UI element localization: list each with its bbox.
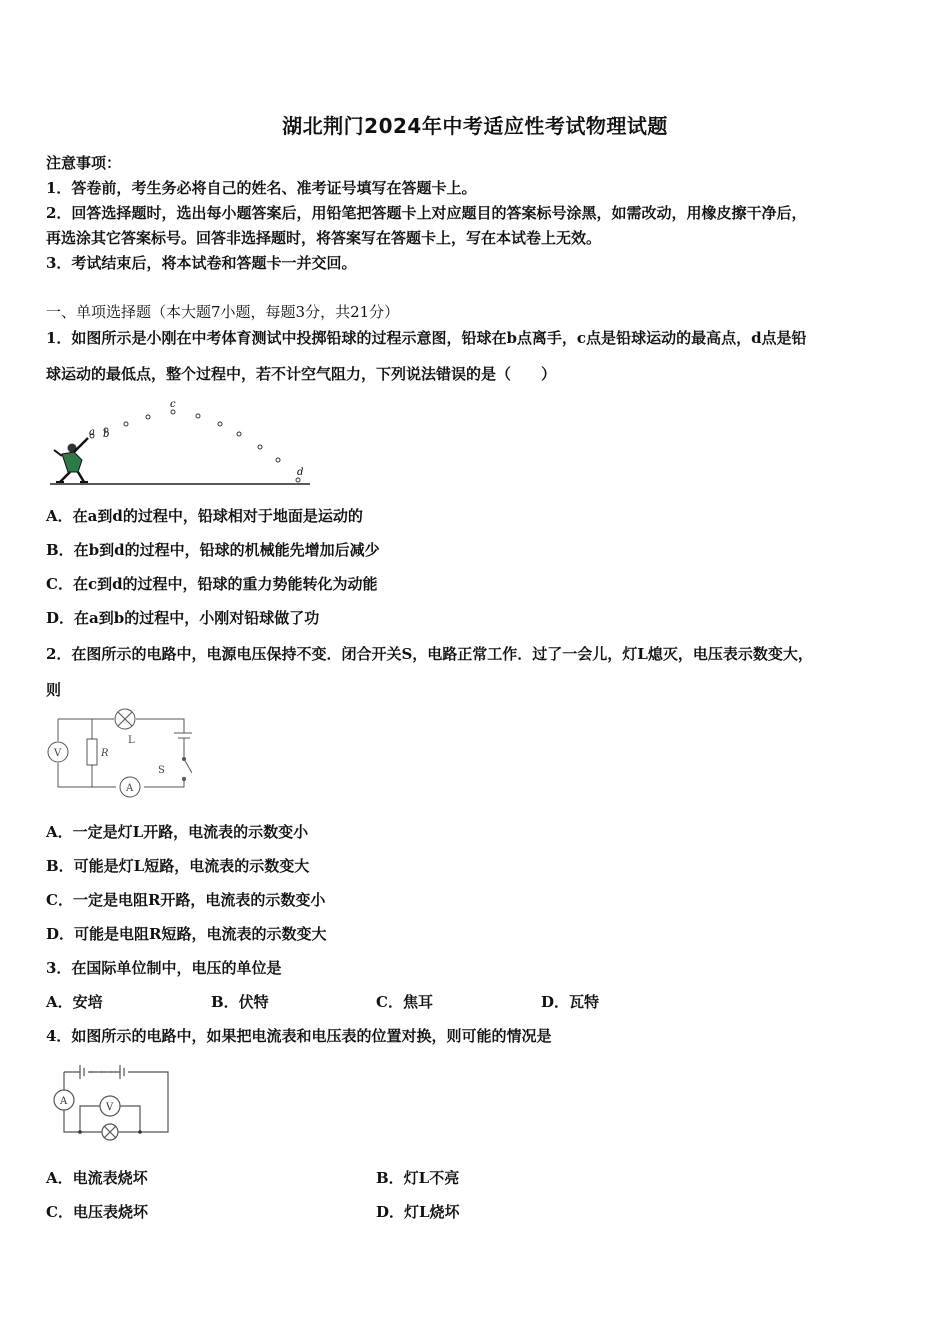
circuit-figure-q2	[44, 707, 192, 799]
option-a: A．在a到d的过程中，铅球相对于地面是运动的	[46, 507, 363, 525]
point-label-d: d	[297, 467, 304, 478]
notice-heading: 注意事项：	[46, 154, 122, 172]
question-1-line-2: 球运动的最低点，整个过程中，若不计空气阻力，下列说法错误的是（ ）	[46, 365, 557, 383]
label-a: A	[126, 783, 134, 794]
option-d: D．瓦特	[541, 993, 600, 1011]
trajectory-dots	[90, 410, 300, 482]
question-4-line-1: 4．如图所示的电路中，如果把电流表和电压表的位置对换，则可能的情况是	[46, 1027, 552, 1045]
option-c: C．电压表烧坏	[46, 1203, 148, 1221]
point-label-b: b	[103, 429, 110, 440]
option-c: C．一定是电阻R开路，电流表的示数变小	[46, 891, 326, 909]
question-3-line-1: 3．在国际单位制中，电压的单位是	[46, 959, 282, 977]
label-s: S	[158, 765, 165, 776]
label-a: A	[60, 1096, 68, 1107]
thrower-figure	[54, 438, 88, 482]
option-a: A．电流表烧坏	[46, 1169, 148, 1187]
option-d: D．灯L烧坏	[376, 1203, 460, 1221]
page-title: 湖北荆门2024年中考适应性考试物理试题	[282, 114, 668, 138]
option-a: A．安培	[46, 993, 103, 1011]
label-v: V	[54, 748, 62, 759]
question-1-line-1: 1．如图所示是小刚在中考体育测试中投掷铅球的过程示意图，铅球在b点离手，c点是铅球运动的最高点，d点是铅	[46, 329, 807, 347]
question-2-line-2: 则	[46, 681, 62, 699]
label-v: V	[106, 1102, 114, 1113]
notice-item: 1．答卷前，考生务必将自己的姓名、准考证号填写在答题卡上。	[46, 179, 477, 197]
option-c: C．在c到d的过程中，铅球的重力势能转化为动能	[46, 575, 378, 593]
option-c: C．焦耳	[376, 993, 433, 1011]
option-d: D．在a到b的过程中，小刚对铅球做了功	[46, 609, 320, 627]
option-b: B．灯L不亮	[376, 1169, 460, 1187]
section-heading: 一、单项选择题（本大题7小题，每题3分，共21分）	[46, 303, 400, 321]
circuit-figure-q4	[46, 1060, 176, 1142]
resistor-symbol	[87, 739, 97, 765]
notice-item: 2．回答选择题时，选出每小题答案后，用铅笔把答题卡上对应题目的答案标号涂黑，如需改动，用橡皮擦干净后，	[46, 204, 807, 222]
option-b: B．可能是灯L短路，电流表的示数变大	[46, 857, 310, 875]
notice-item: 再选涂其它答案标号。回答非选择题时，将答案写在答题卡上，写在本试卷上无效。	[46, 229, 602, 247]
option-b: B．伏特	[211, 993, 269, 1011]
option-d: D．可能是电阻R短路，电流表的示数变大	[46, 925, 327, 943]
battery-symbol	[80, 1065, 84, 1079]
shot-put-trajectory-figure	[48, 392, 318, 492]
label-l: L	[128, 735, 135, 746]
point-label-c: c	[170, 399, 176, 410]
option-a: A．一定是灯L开路，电流表的示数变小	[46, 823, 309, 841]
question-2-line-1: 2．在图所示的电路中，电源电压保持不变．闭合开关S，电路正常工作．过了一会儿，灯L熄灭，电压表示数变大，	[46, 645, 813, 663]
label-r: R	[101, 748, 109, 759]
point-label-a: a	[89, 427, 95, 438]
notice-item: 3．考试结束后，将本试卷和答题卡一并交回。	[46, 254, 357, 272]
option-b: B．在b到d的过程中，铅球的机械能先增加后减少	[46, 541, 380, 559]
